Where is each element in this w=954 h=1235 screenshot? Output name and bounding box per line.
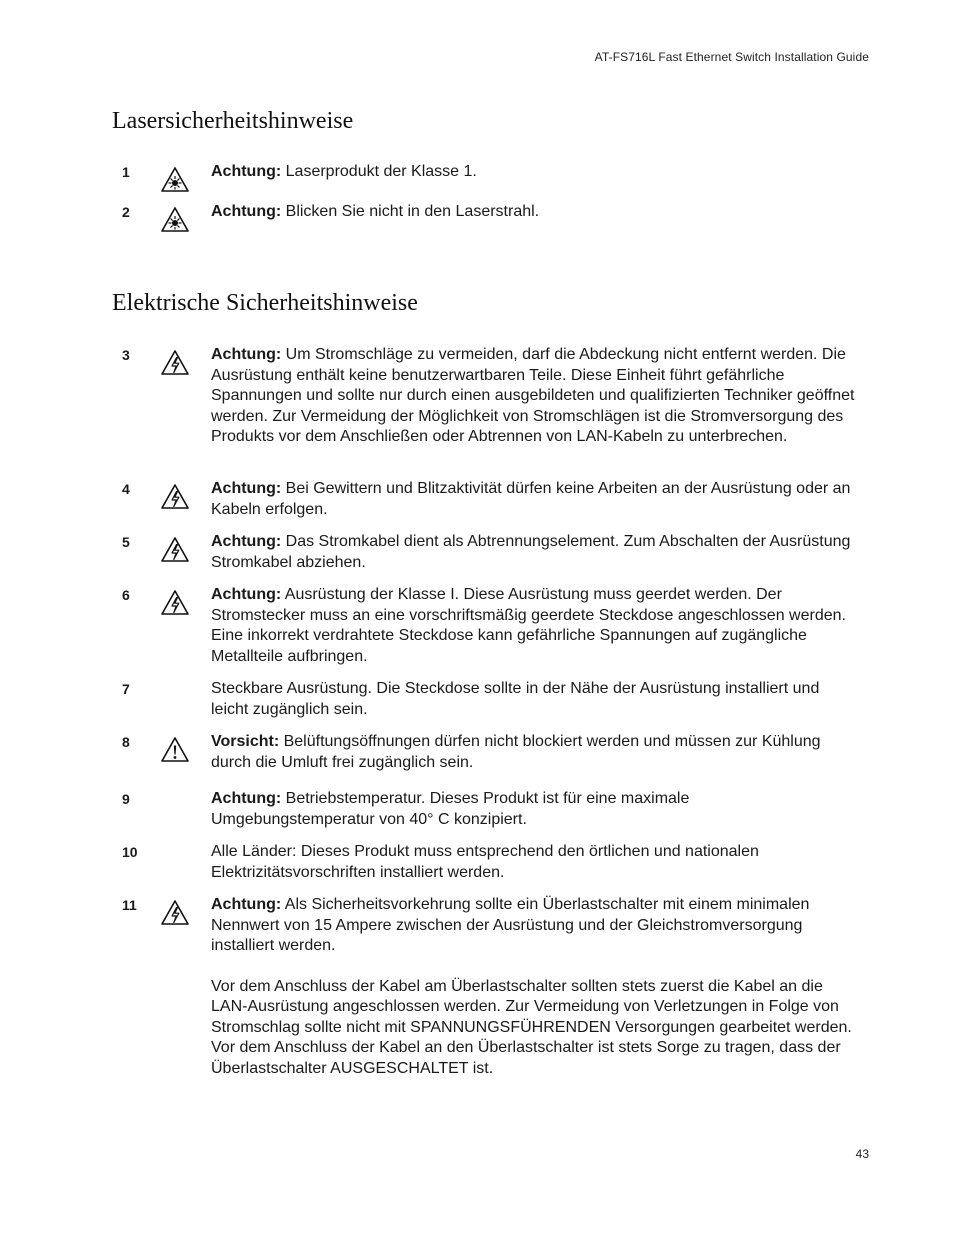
- notice-label: Achtung:: [211, 896, 282, 913]
- electrical-hazard-icon: [160, 589, 190, 617]
- section-title-electrical-safety: Elektrische Sicherheitshinweise: [112, 290, 418, 316]
- notice-text: [211, 732, 856, 773]
- notice-body: Um Stromschläge zu vermeiden, darf die Abdeckung nicht entfernt werden. Die Ausrüstung enthält keine benutzerwartbaren Teile. Diese Einheit führt gefährliche Spannungen und sollte nur durch einen ausgebildeten und qualifizierten Techniker geöffnet werden. Zur Vermeidung der Möglichkeit von Stromschlägen ist die Stromversorgung des Produkts vor dem Anschließen oder Abtrennen von LAN-Kabeln zu unterbrechen.: [211, 346, 855, 445]
- laser-warning-icon: [160, 206, 190, 234]
- item-number: 8: [122, 734, 130, 750]
- notice-label: Achtung:: [211, 203, 282, 220]
- page-number: 43: [855, 1147, 869, 1161]
- electrical-hazard-icon: [160, 483, 190, 511]
- notice-body-continued: Vor dem Anschluss der Kabel am Überlastschalter sollten stets zuerst die Kabel an die LAN-Ausrüstung angeschlossen werden. Zur Vermeidung von Verletzungen in Folge von Stromschlag sollte nicht mit SPANNUNGSFÜHRENDEN Versorgungen gearbeitet werden. Vor dem Anschluss der Kabel an den Überlastschalter ist stets Sorge zu tragen, dass der Überlastschalter AUSGESCHALTET ist.: [211, 977, 852, 1077]
- notice-body: Bei Gewittern und Blitzaktivität dürfen keine Arbeiten an der Ausrüstung oder an Kabeln erfolgen.: [211, 480, 851, 518]
- notice-label: Achtung:: [211, 163, 282, 180]
- item-number: 11: [122, 897, 137, 913]
- item-number: 9: [122, 791, 130, 807]
- notice-body: Das Stromkabel dient als Abtrennungselement. Zum Abschalten der Ausrüstung Stromkabel abziehen.: [211, 533, 851, 571]
- notice-text: [211, 585, 856, 667]
- notice-body: Steckbare Ausrüstung. Die Steckdose sollte in der Nähe der Ausrüstung installiert und leicht zugänglich sein.: [211, 680, 820, 718]
- item-number: 10: [122, 844, 138, 860]
- item-number: 2: [122, 204, 130, 220]
- notice-body: Blicken Sie nicht in den Laserstrahl.: [281, 203, 540, 220]
- notice-text: [211, 895, 856, 1079]
- notice-label: Achtung:: [211, 346, 282, 363]
- notice-body: Belüftungsöffnungen dürfen nicht blockiert werden und müssen zur Kühlung durch die Umluft frei zugänglich sein.: [211, 733, 821, 771]
- notice-body: Betriebstemperatur. Dieses Produkt ist für eine maximale Umgebungstemperatur von 40° C konzipiert.: [211, 790, 690, 828]
- notice-label: Achtung:: [211, 586, 282, 603]
- notice-label: Vorsicht:: [211, 733, 280, 750]
- notice-text: [211, 789, 856, 830]
- notice-label: Achtung:: [211, 533, 282, 550]
- laser-warning-icon: [160, 166, 190, 194]
- notice-body: Ausrüstung der Klasse I. Diese Ausrüstung muss geerdet werden. Der Stromstecker muss an eine vorschriftsmäßig geerdete Steckdose angeschlossen werden. Eine inkorrekt verdrahtete Steckdose kann gefährliche Spannungen auf zugängliche Metallteile aufbringen.: [211, 586, 846, 665]
- item-number: 3: [122, 347, 130, 363]
- notice-text: [211, 162, 856, 183]
- notice-text: [211, 479, 856, 520]
- item-number: 7: [122, 681, 130, 697]
- item-number: 6: [122, 587, 130, 603]
- item-number: 4: [122, 481, 130, 497]
- notice-label: Achtung:: [211, 790, 282, 807]
- notice-body: Alle Länder: Dieses Produkt muss entsprechend den örtlichen und nationalen Elektrizitätsvorschriften installiert werden.: [211, 843, 759, 881]
- notice-text: [211, 345, 856, 448]
- notice-text: [211, 532, 856, 573]
- section-title-laser-safety: Lasersicherheitshinweise: [112, 108, 354, 134]
- electrical-hazard-icon: [160, 899, 190, 927]
- notice-text: [211, 202, 856, 223]
- electrical-hazard-icon: [160, 536, 190, 564]
- item-number: 5: [122, 534, 130, 550]
- notice-text: [211, 842, 856, 883]
- electrical-hazard-icon: [160, 349, 190, 377]
- item-number: 1: [122, 164, 130, 180]
- notice-body: Laserprodukt der Klasse 1.: [281, 163, 477, 180]
- notice-text: [211, 679, 856, 720]
- caution-icon: [160, 736, 190, 764]
- running-header: AT-FS716L Fast Ethernet Switch Installation Guide: [594, 50, 869, 64]
- notice-label: Achtung:: [211, 480, 282, 497]
- notice-body: Als Sicherheitsvorkehrung sollte ein Überlastschalter mit einem minimalen Nennwert von 15 Ampere zwischen der Ausrüstung und der Gleichstromversorgung installiert werden.: [211, 896, 810, 954]
